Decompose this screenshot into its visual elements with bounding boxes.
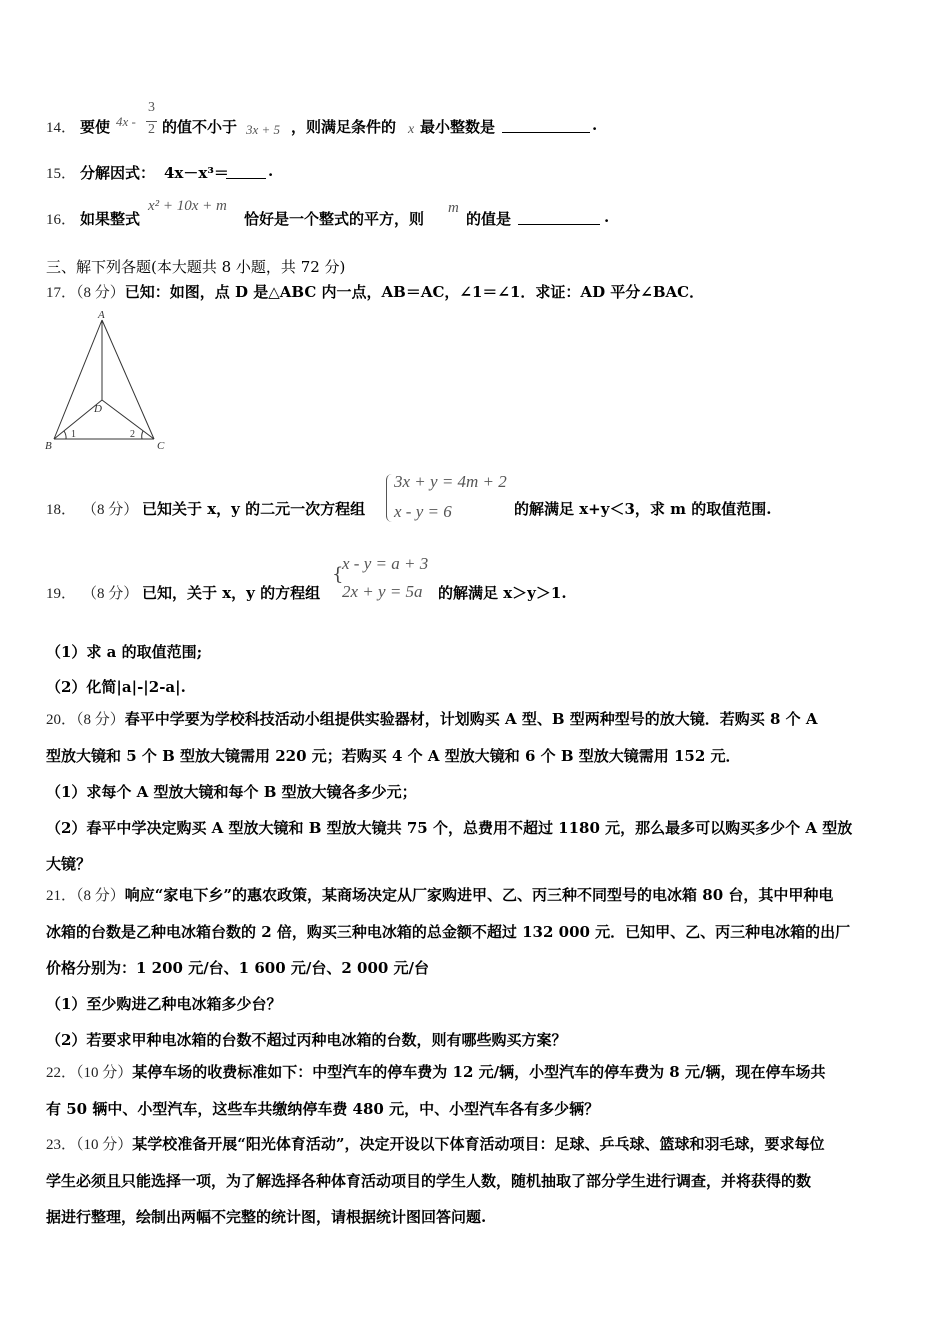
sub-question: （1）求每个 A 型放大镜和每个 B 型放大镜各多少元； (46, 783, 417, 801)
angle-1-arc (64, 431, 66, 439)
answer-blank[interactable] (502, 118, 590, 133)
sub-question: （1）至少购进乙种电冰箱多少台？ (46, 995, 282, 1013)
question-text: ，则满足条件的 (291, 118, 397, 136)
brace: { (332, 564, 344, 585)
segment-AC (102, 320, 154, 439)
question-text: 的值是 (466, 210, 512, 228)
question-number: 22． (46, 1065, 77, 1081)
question-23 (46, 1126, 908, 1235)
question-number: 14． (46, 120, 77, 136)
question-score: （8 分） (76, 888, 125, 904)
question-text: 恰好是一个整式的平方，则 (244, 210, 425, 228)
question-21 (46, 877, 908, 1058)
label-A: A (98, 309, 105, 321)
question-18 (46, 468, 906, 528)
question-text: . (604, 208, 610, 226)
sub-question: （2）化简|a|-|2-a|. (46, 678, 186, 696)
question-score: （10 分） (76, 1137, 133, 1153)
variable: m (448, 200, 459, 216)
math-expression: 4x－x³＝ (164, 164, 229, 182)
equation-1: x - y = a + 3 (342, 554, 429, 573)
question-score: （8 分） (82, 502, 139, 518)
question-19 (46, 554, 906, 608)
question-text: 据进行整理，绘制出两幅不完整的统计图，请根据统计图回答问题. (46, 1208, 487, 1226)
question-text: 如果整式 (80, 210, 141, 228)
question-number: 17． (46, 285, 77, 301)
label-angle-2: 2 (130, 429, 135, 440)
question-22 (46, 1054, 908, 1127)
question-text: 春平中学要为学校科技活动小组提供实验器材，计划购买 A 型、B 型两种型号的放大镜．若购买 8 个 A (124, 710, 818, 728)
label-D: D (94, 403, 102, 415)
section-heading: 三、解下列各题(本大题共 8 小题，共 72 分) (46, 258, 346, 276)
question-text: 型放大镜和 5 个 B 型放大镜需用 220 元；若购买 4 个 A 型放大镜和 6 个 B 型放大镜需用 152 元． (46, 747, 741, 765)
math-expression: 4x - (116, 114, 136, 129)
question-text: 的解满足 x＞y＞1. (438, 584, 567, 602)
label-B: B (45, 440, 52, 452)
question-score: （8 分） (76, 712, 125, 728)
question-score: （10 分） (76, 1065, 133, 1081)
answer-blank[interactable] (518, 210, 600, 225)
equation-2: x - y = 6 (394, 502, 452, 521)
question-text: 的值不小于 (162, 118, 238, 136)
equation-2: 2x + y = 5a (342, 582, 423, 601)
math-expression: x² + 10x + m (148, 198, 227, 214)
question-number: 18． (46, 502, 77, 518)
question-text: 响应“家电下乡”的惠农政策，某商场决定从厂家购进甲、乙、丙三种不同型号的电冰箱 80 台，其中甲种电 (124, 886, 834, 904)
question-text: 冰箱的台数是乙种电冰箱台数的 2 倍，购买三种电冰箱的总金额不超过 132 000 元．已知甲、乙、丙三种电冰箱的出厂 (46, 923, 851, 941)
question-score: （8 分） (76, 285, 125, 301)
question-text: 某学校准备开展“阳光体育活动”，决定开设以下体育活动项目：足球、乒乓球、篮球和羽毛球，要求每位 (132, 1135, 825, 1153)
sub-question: （1）求 a 的取值范围; (46, 643, 203, 661)
question-number: 16． (46, 212, 77, 228)
question-text: 已知，关于 x，y 的方程组 (142, 584, 321, 602)
question-text: 已知：如图，点 D 是△ABC 内一点，AB＝AC，∠1＝∠1．求证：AD 平分∠BAC． (124, 283, 705, 301)
question-text: 分解因式： (80, 164, 156, 182)
question-number: 23． (46, 1137, 77, 1153)
question-number: 19． (46, 586, 77, 602)
question-text: 有 50 辆中、小型汽车，这些车共缴纳停车费 480 元，中、小型汽车各有多少辆？ (46, 1100, 600, 1118)
question-text: 要使 (80, 118, 111, 136)
question-number: 15． (46, 166, 77, 182)
label-angle-1: 1 (71, 429, 76, 440)
question-score: （8 分） (82, 586, 139, 602)
brace-bar (386, 474, 392, 522)
variable: x (408, 122, 415, 137)
question-text: 学生必须且只能选择一项，为了解选择各种体育活动项目的学生人数，随机抽取了部分学生进行调查，并将获得的数 (46, 1172, 812, 1190)
math-expression: 3x + 5 (246, 122, 281, 137)
question-number: 21． (46, 888, 77, 904)
question-text: 价格分别为：1 200 元/台、1 600 元/台、2 000 元/台 (46, 959, 430, 977)
fraction-numerator: 3 (148, 100, 155, 115)
question-text: 最小整数是 (420, 118, 496, 136)
question-number: 20． (46, 712, 77, 728)
equation-1: 3x + y = 4m + 2 (394, 472, 507, 491)
sub-question: 大镜？ (46, 855, 92, 873)
question-17 (46, 281, 704, 302)
question-text: 某停车场的收费标准如下：中型汽车的停车费为 12 元/辆，小型汽车的停车费为 8 元/辆，现在停车场共 (132, 1063, 826, 1081)
sub-question: （2）春平中学决定购买 A 型放大镜和 B 型放大镜共 75 个，总费用不超过 1180 元，那么最多可以购买多少个 A 型放 (46, 819, 853, 837)
question-20 (46, 701, 908, 882)
segment-AB (54, 320, 102, 439)
answer-blank[interactable] (226, 164, 266, 179)
fraction-denominator: 2 (148, 122, 155, 137)
label-C: C (157, 440, 165, 452)
sub-question: （2）若要求甲种电冰箱的台数不超过丙种电冰箱的台数，则有哪些购买方案？ (46, 1031, 567, 1049)
question-text: . (268, 162, 274, 180)
angle-2-arc (142, 431, 143, 439)
segment-CD (102, 400, 154, 439)
question-text: 的解满足 x+y＜3，求 m 的取值范围. (514, 500, 772, 518)
question-text: 已知关于 x，y 的二元一次方程组 (142, 500, 366, 518)
triangle-figure (44, 308, 174, 452)
question-text: . (592, 116, 598, 134)
